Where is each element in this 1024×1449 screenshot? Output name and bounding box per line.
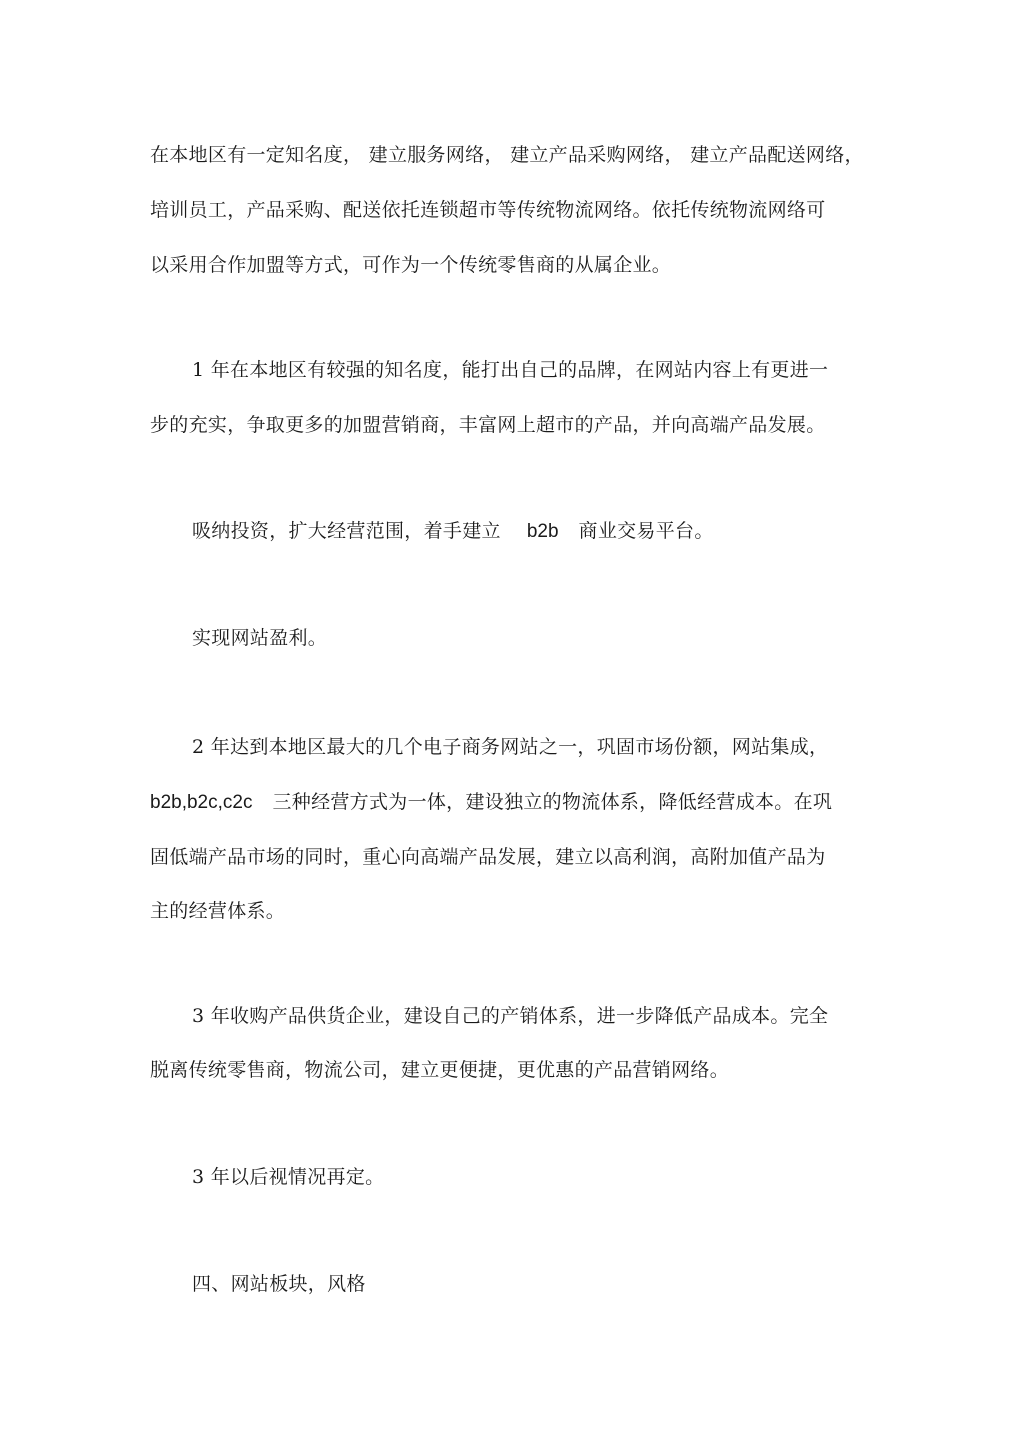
paragraph-2-line-2: 步的充实，争取更多的加盟营销商，丰富网上超市的产品，并向高端产品发展。 — [150, 414, 826, 436]
paragraph-3-text-2: 商业交易平台。 — [578, 520, 714, 542]
paragraph-1-line-3: 以采用合作加盟等方式，可作为一个传统零售商的从属企业。 — [150, 254, 672, 276]
paragraph-2-line-1: 1 年在本地区有较强的知名度，能打出自己的品牌，在网站内容上有更进一 — [192, 359, 829, 381]
paragraph-5-latin-terms: b2b,b2c,c2c — [150, 792, 253, 813]
section-heading: 四、网站板块，风格 — [192, 1273, 366, 1295]
paragraph-5-line-3: 固低端产品市场的同时，重心向高端产品发展，建立以高利润，高附加值产品为 — [150, 846, 826, 868]
paragraph-6-line-1: 3 年收购产品供货企业，建设自己的产销体系，进一步降低产品成本。完全 — [192, 1005, 829, 1027]
paragraph-5-line-2-text: 三种经营方式为一体，建设独立的物流体系，降低经营成本。在巩 — [272, 791, 833, 813]
paragraph-4: 实现网站盈利。 — [192, 627, 328, 649]
paragraph-3-text-1: 吸纳投资，扩大经营范围，着手建立 — [192, 520, 501, 542]
paragraph-5-line-1: 2 年达到本地区最大的几个电子商务网站之一，巩固市场份额，网站集成， — [192, 736, 829, 758]
paragraph-1-line-1: 在本地区有一定知名度， 建立服务网络， 建立产品采购网络， 建立产品配送网络， — [150, 144, 864, 166]
paragraph-5-line-4: 主的经营体系。 — [150, 900, 286, 922]
paragraph-3-b2b: b2b — [526, 521, 559, 542]
paragraph-3 — [192, 517, 714, 546]
paragraph-7: 3 年以后视情况再定。 — [192, 1166, 385, 1188]
paragraph-6-line-2: 脱离传统零售商，物流公司，建立更便捷，更优惠的产品营销网络。 — [150, 1059, 730, 1081]
paragraph-1-line-2: 培训员工，产品采购、配送依托连锁超市等传统物流网络。依托传统物流网络可 — [150, 199, 826, 221]
paragraph-5-line-2 — [150, 788, 832, 817]
